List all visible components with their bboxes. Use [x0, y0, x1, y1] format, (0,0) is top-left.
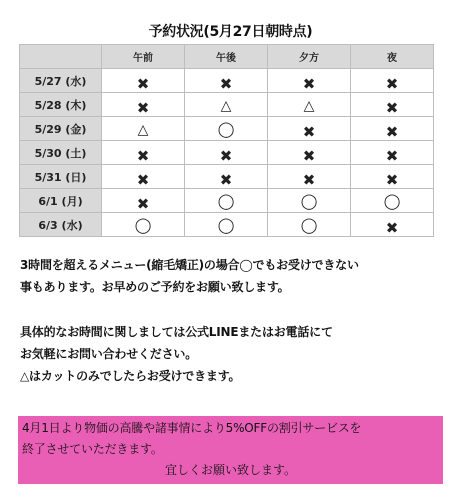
slot-cell [102, 189, 185, 213]
table-row [20, 93, 434, 117]
table-row [20, 117, 434, 141]
table-row [20, 69, 434, 93]
banner-line: 終了させていただきます。 [22, 442, 163, 456]
date-cell: 6/3 (水) [20, 213, 102, 237]
slot-cell [268, 165, 351, 189]
banner-line: 宜しくお願い致します。 [164, 463, 297, 477]
unavailable-mark: ✖ [385, 219, 399, 237]
slot-cell [268, 189, 351, 213]
slot-cell [185, 141, 268, 165]
unavailable-mark: ✖ [136, 195, 150, 213]
unavailable-mark: ✖ [136, 99, 150, 117]
unavailable-mark: ✖ [136, 147, 150, 165]
unavailable-mark: ✖ [219, 171, 233, 189]
date-cell: 6/1 (月) [20, 189, 102, 213]
date-cell: 5/30 (土) [20, 141, 102, 165]
slot-cell [102, 165, 185, 189]
unavailable-mark: ✖ [219, 75, 233, 93]
date-cell: 5/27 (水) [20, 69, 102, 93]
notice-line: 3時間を超えるメニュー(縮毛矯正)の場合◯でもお受けできない [20, 258, 359, 272]
available-mark: ◯ [134, 216, 152, 234]
slot-cell [185, 165, 268, 189]
discount-end-banner [18, 416, 443, 484]
notice-line: 事もあります。お早めのご予約をお願い致します。 [20, 280, 290, 294]
column-header: 夕方 [268, 45, 351, 69]
slot-cell [351, 189, 434, 213]
date-cell: 5/29 (金) [20, 117, 102, 141]
slot-cell [185, 213, 268, 237]
limited-mark: △ [303, 98, 315, 114]
limited-mark: △ [220, 98, 232, 114]
unavailable-mark: ✖ [302, 147, 316, 165]
table-header-row [20, 45, 434, 69]
notice-line: 具体的なお時間に関しましては公式LINEまたはお電話にて [20, 325, 333, 339]
unavailable-mark: ✖ [385, 99, 399, 117]
slot-cell [102, 213, 185, 237]
notice-menu-limit [20, 254, 359, 298]
slot-cell [102, 117, 185, 141]
slot-cell [185, 69, 268, 93]
unavailable-mark: ✖ [302, 123, 316, 141]
slot-cell [268, 213, 351, 237]
slot-cell [268, 69, 351, 93]
column-header: 午後 [185, 45, 268, 69]
slot-cell [351, 93, 434, 117]
slot-cell [185, 189, 268, 213]
table-row [20, 165, 434, 189]
unavailable-mark: ✖ [136, 171, 150, 189]
slot-cell [102, 93, 185, 117]
available-mark: ◯ [217, 216, 235, 234]
notice-line: △はカットのみでしたらお受けできます。 [20, 369, 241, 383]
slot-cell [351, 165, 434, 189]
table-row [20, 141, 434, 165]
table-row [20, 189, 434, 213]
available-mark: ◯ [217, 192, 235, 210]
slot-cell [268, 93, 351, 117]
notice-contact [20, 321, 333, 387]
unavailable-mark: ✖ [385, 171, 399, 189]
unavailable-mark: ✖ [385, 123, 399, 141]
banner-line: 4月1日より物価の高騰や諸事情により5%OFFの割引サービスを [22, 421, 362, 435]
schedule-title: 予約状況(5月27日朝時点) [148, 24, 313, 40]
unavailable-mark: ✖ [385, 75, 399, 93]
slot-cell [185, 93, 268, 117]
slot-cell [351, 69, 434, 93]
unavailable-mark: ✖ [219, 147, 233, 165]
unavailable-mark: ✖ [136, 75, 150, 93]
slot-cell [102, 69, 185, 93]
notice-line: お気軽にお問い合わせください。 [20, 347, 198, 361]
slot-cell [351, 117, 434, 141]
slot-cell [102, 141, 185, 165]
slot-cell [185, 117, 268, 141]
table-row [20, 213, 434, 237]
slot-cell [351, 213, 434, 237]
table-corner-cell [20, 45, 102, 69]
date-cell: 5/31 (日) [20, 165, 102, 189]
unavailable-mark: ✖ [302, 75, 316, 93]
slot-cell [268, 141, 351, 165]
column-header: 夜 [351, 45, 434, 69]
available-mark: ◯ [300, 216, 318, 234]
unavailable-mark: ✖ [302, 171, 316, 189]
column-header: 午前 [102, 45, 185, 69]
slot-cell [268, 117, 351, 141]
available-mark: ◯ [300, 192, 318, 210]
unavailable-mark: ✖ [385, 147, 399, 165]
slot-cell [351, 141, 434, 165]
limited-mark: △ [137, 122, 149, 138]
available-mark: ◯ [217, 120, 235, 138]
reservation-table [19, 44, 434, 237]
date-cell: 5/28 (木) [20, 93, 102, 117]
available-mark: ◯ [383, 192, 401, 210]
